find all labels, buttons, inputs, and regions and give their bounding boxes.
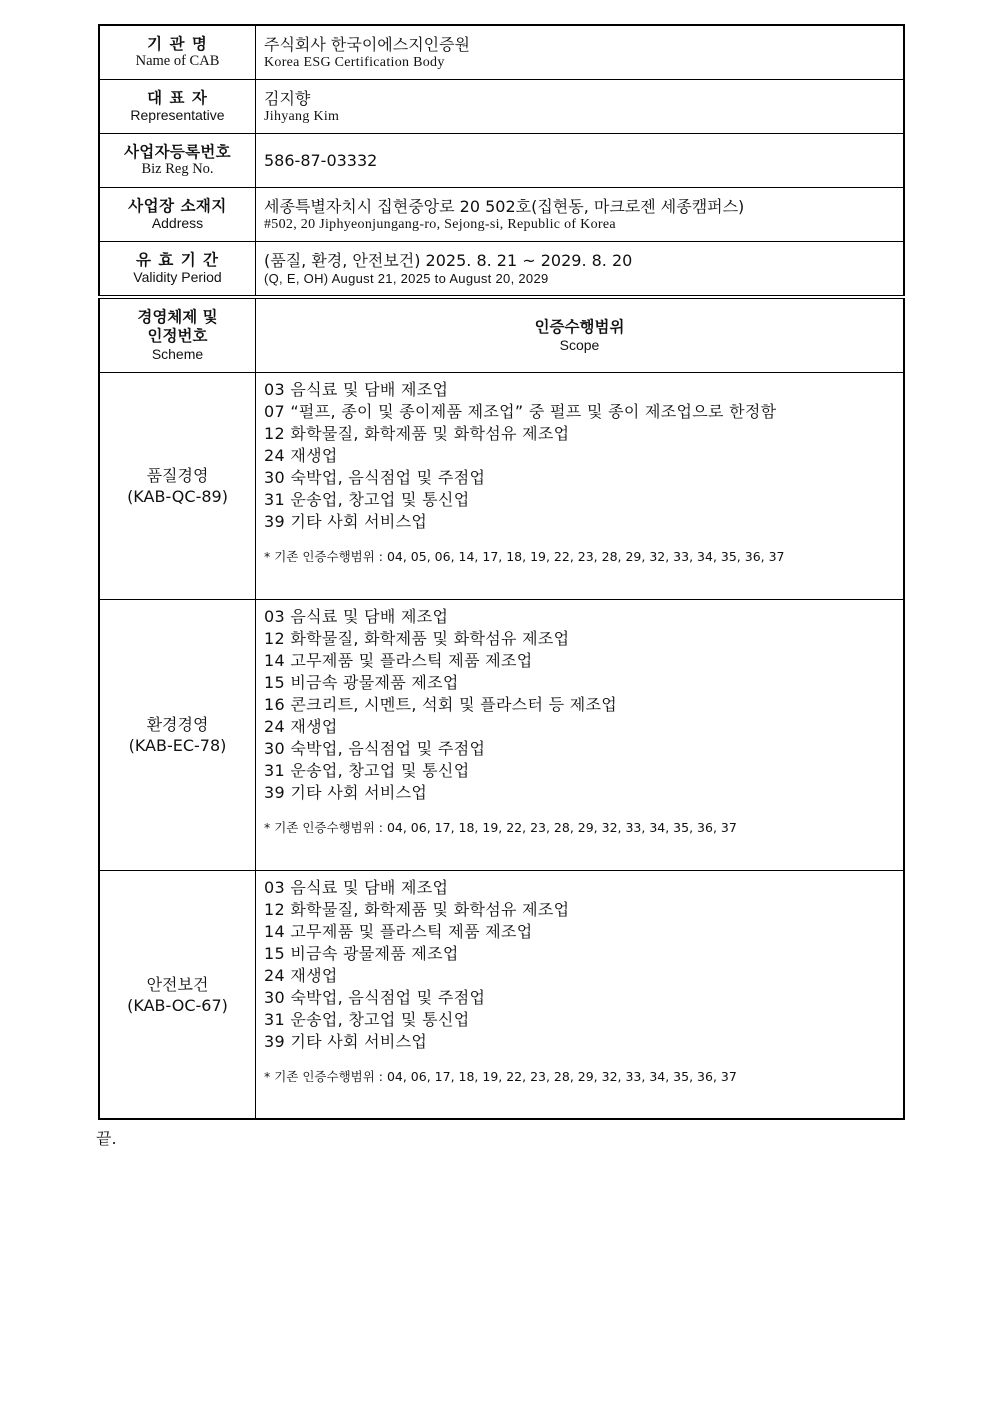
label-en: Address	[151, 215, 204, 231]
value-en: #502, 20 Jiphyeonjungang-ro, Sejong-si, Republic of Korea	[264, 216, 616, 232]
label-en: Name of CAB	[135, 53, 220, 69]
scope-item: 14 고무제품 및 플라스틱 제품 제조업	[264, 922, 533, 941]
info-value	[256, 134, 905, 188]
label-ko: 대 표 자	[147, 89, 208, 107]
scope-list	[264, 373, 903, 565]
scope-item: 30 숙박업, 음식점업 및 주점업	[264, 988, 486, 1007]
label-ko: 사업장 소재지	[128, 197, 227, 215]
scope-item: 12 화학물질, 화학제품 및 화학섬유 제조업	[264, 424, 570, 443]
scope-item: 39 기타 사회 서비스업	[264, 1032, 428, 1051]
info-value	[256, 242, 905, 298]
value-ko: 김지향	[264, 88, 311, 108]
label-ko: 기 관 명	[147, 35, 208, 53]
info-value	[256, 80, 905, 134]
value-en: (Q, E, OH) August 21, 2025 to August 20, 2029	[264, 270, 549, 286]
info-value	[256, 25, 905, 80]
value-en: Korea ESG Certification Body	[264, 54, 445, 70]
info-label	[99, 80, 256, 134]
info-label	[99, 188, 256, 242]
info-row-representative	[99, 80, 904, 134]
scope-item: 03 음식료 및 담배 제조업	[264, 380, 449, 399]
scope-item: 03 음식료 및 담배 제조업	[264, 607, 449, 626]
scheme-row-quality	[99, 373, 904, 600]
scope-item: 39 기타 사회 서비스업	[264, 783, 428, 802]
label-en: Validity Period	[133, 269, 222, 285]
scheme-row-environment	[99, 600, 904, 871]
scheme-code: (KAB-QC-89)	[127, 487, 228, 506]
scope-item: 07 “펄프, 종이 및 종이제품 제조업” 중 펄프 및 종이 제조업으로 한정함	[264, 402, 777, 421]
label-ko: 사업자등록번호	[124, 143, 231, 161]
scope-item: 30 숙박업, 음식점업 및 주점업	[264, 739, 486, 758]
scope-item: 15 비금속 광물제품 제조업	[264, 673, 459, 692]
value-ko: 주식회사 한국이에스지인증원	[264, 34, 471, 54]
label-en: Biz Reg No.	[141, 161, 214, 177]
label-ko: 유 효 기 간	[135, 251, 220, 269]
scope-list	[264, 871, 903, 1085]
scheme-name: 환경경영	[146, 715, 209, 734]
scope-item: 15 비금속 광물제품 제조업	[264, 944, 459, 963]
value-ko: 586-87-03332	[264, 150, 378, 170]
scheme-label	[99, 871, 256, 1120]
scheme-header-ko-line1: 경영체제 및	[137, 308, 218, 326]
scope-cell	[256, 600, 905, 871]
scope-list	[264, 600, 903, 836]
scheme-header-ko-line2: 인정번호	[147, 327, 208, 345]
info-row-validity	[99, 242, 904, 298]
scope-item: 31 운송업, 창고업 및 통신업	[264, 761, 470, 780]
info-label	[99, 25, 256, 80]
scope-item: 24 재생업	[264, 717, 338, 736]
certificate-table	[98, 24, 905, 1120]
value-en: Jihyang Kim	[264, 108, 340, 124]
scheme-label	[99, 600, 256, 871]
scope-item: 24 재생업	[264, 966, 338, 985]
scheme-header-en: Scheme	[151, 346, 204, 362]
scope-note: * 기존 인증수행범위 : 04, 05, 06, 14, 17, 18, 19, 22, 23, 28, 29, 32, 33, 34, 35, 36, 37	[264, 549, 785, 564]
info-label	[99, 242, 256, 298]
scope-header-en: Scope	[559, 336, 600, 353]
scheme-code: (KAB-OC-67)	[127, 995, 228, 1015]
label-en: Representative	[130, 107, 225, 123]
scheme-code: (KAB-EC-78)	[128, 736, 227, 755]
scope-item: 12 화학물질, 화학제품 및 화학섬유 제조업	[264, 900, 570, 919]
end-mark: 끝.	[96, 1129, 117, 1148]
scheme-name: 품질경영	[146, 466, 209, 485]
info-row-biz-reg	[99, 134, 904, 188]
scope-item: 24 재생업	[264, 446, 338, 465]
info-label	[99, 134, 256, 188]
scope-item: 31 운송업, 창고업 및 통신업	[264, 1010, 470, 1029]
value-ko: 세종특별자치시 집현중앙로 20 502호(집현동, 마크로젠 세종캠퍼스)	[264, 196, 745, 216]
value-ko: (품질, 환경, 안전보건) 2025. 8. 21 ~ 2029. 8. 20	[264, 250, 633, 270]
scope-note: * 기존 인증수행범위 : 04, 06, 17, 18, 19, 22, 23, 28, 29, 32, 33, 34, 35, 36, 37	[264, 820, 737, 835]
info-row-address	[99, 188, 904, 242]
info-value	[256, 188, 905, 242]
scope-header-ko: 인증수행범위	[534, 317, 625, 336]
scope-item: 16 콘크리트, 시멘트, 석회 및 플라스터 등 제조업	[264, 695, 618, 714]
scope-item: 39 기타 사회 서비스업	[264, 512, 428, 531]
scheme-label	[99, 373, 256, 600]
scheme-header-left	[99, 297, 256, 373]
scope-cell	[256, 373, 905, 600]
scope-cell	[256, 871, 905, 1120]
scope-item: 03 음식료 및 담배 제조업	[264, 878, 449, 897]
scope-item: 12 화학물질, 화학제품 및 화학섬유 제조업	[264, 629, 570, 648]
scope-item: 30 숙박업, 음식점업 및 주점업	[264, 468, 486, 487]
scope-header	[256, 297, 905, 373]
scheme-header-row	[99, 297, 904, 373]
scope-item: 14 고무제품 및 플라스틱 제품 제조업	[264, 651, 533, 670]
scheme-row-safety	[99, 871, 904, 1120]
info-row-name	[99, 25, 904, 80]
scope-item: 31 운송업, 창고업 및 통신업	[264, 490, 470, 509]
scheme-name: 안전보건	[146, 974, 209, 994]
scope-note: * 기존 인증수행범위 : 04, 06, 17, 18, 19, 22, 23, 28, 29, 32, 33, 34, 35, 36, 37	[264, 1069, 737, 1084]
